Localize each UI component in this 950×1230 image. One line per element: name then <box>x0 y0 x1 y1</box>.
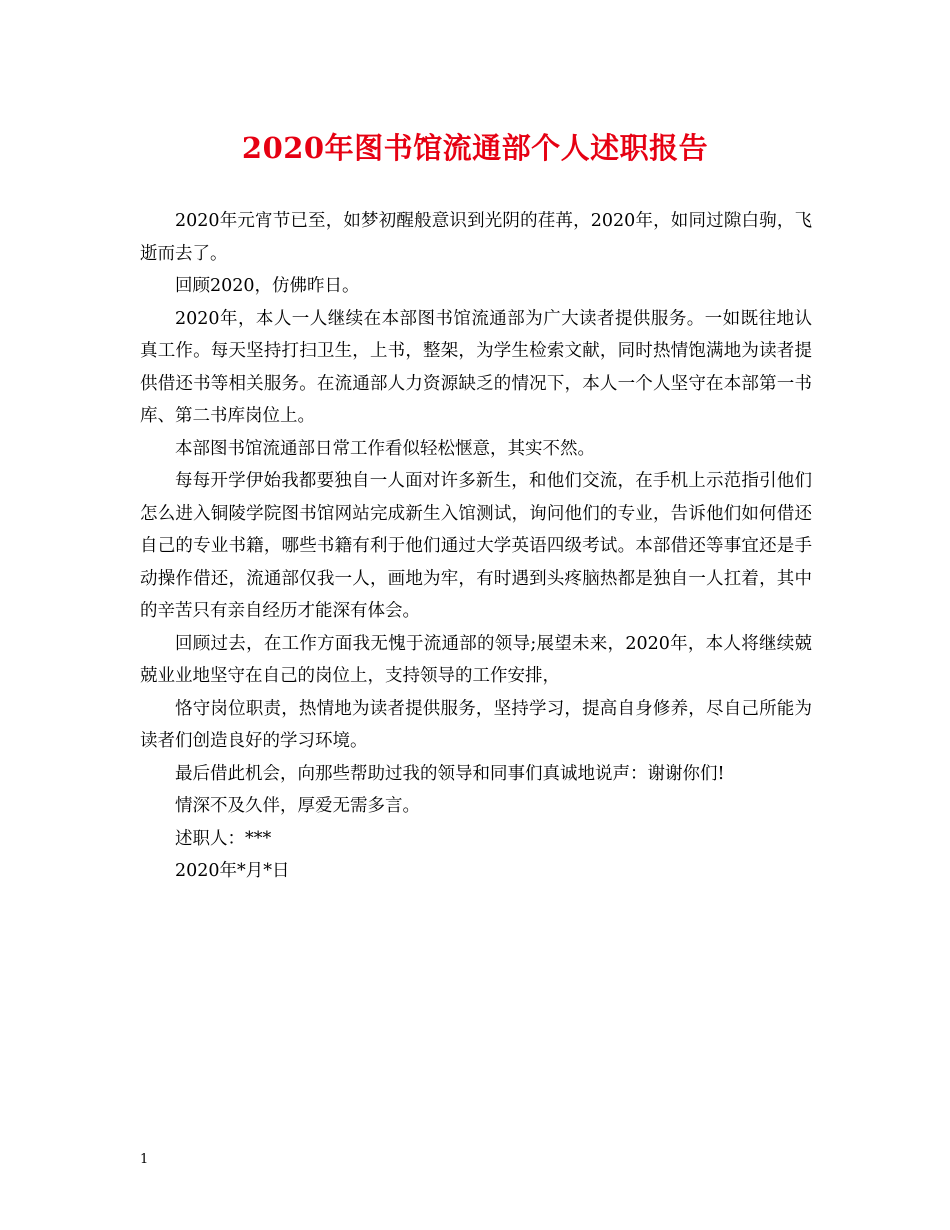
paragraph-daily-work: 2020年，本人一人继续在本部图书馆流通部为广大读者提供服务。一如既往地认真工作。每天坚持打扫卫生，上书，整架，为学生检索文献，同时热情饱满地为读者提供借还书等相关服务。在流通部人力资源缺乏的情况下，本人一个人坚守在本部第一书库、第二书库岗位上。 <box>140 308 812 426</box>
paragraph-lantern-festival: 2020年元宵节已至，如梦初醒般意识到光阴的荏苒，2020年，如同过隙白驹，飞逝而去了。 <box>140 211 812 264</box>
paragraph-not-easy: 本部图书馆流通部日常工作看似轻松惬意，其实不然。 <box>175 438 595 459</box>
paragraph-review-2020: 回顾2020，仿佛昨日。 <box>175 276 360 296</box>
paragraph-duties: 恪守岗位职责，热情地为读者提供服务，坚持学习，提高自身修养，尽自己所能为读者们创造良好的学习环境。 <box>140 698 812 751</box>
paragraph-look-ahead: 回顾过去，在工作方面我无愧于流通部的领导;展望未来，2020年，本人将继续兢兢业业地坚守在自己的岗位上，支持领导的工作安排， <box>140 633 812 686</box>
document-title: 2020年图书馆流通部个人述职报告 <box>241 131 709 165</box>
paragraph-closing: 情深不及久伴，厚爱无需多言。 <box>175 796 420 816</box>
signature-line: 述职人：*** <box>175 828 272 849</box>
document-body <box>140 205 812 888</box>
date-line: 2020年*月*日 <box>175 861 290 881</box>
page-number: 1 <box>140 1152 149 1167</box>
paragraph-thanks: 最后借此机会，向那些帮助过我的领导和同事们真诚地说声：谢谢你们! <box>175 763 725 784</box>
paragraph-new-students: 每每开学伊始我都要独自一人面对许多新生，和他们交流，在手机上示范指引他们怎么进入铜陵学院图书馆网站完成新生入馆测试，询问他们的专业，告诉他们如何借还自己的专业书籍，哪些书籍有利于他们通过大学英语四级考试。本部借还等事宜还是手动操作借还，流通部仅我一人，画地为牢，有时遇到头疼脑热都是独自一人扛着，其中的辛苦只有亲自经历才能深有体会。 <box>140 471 812 621</box>
